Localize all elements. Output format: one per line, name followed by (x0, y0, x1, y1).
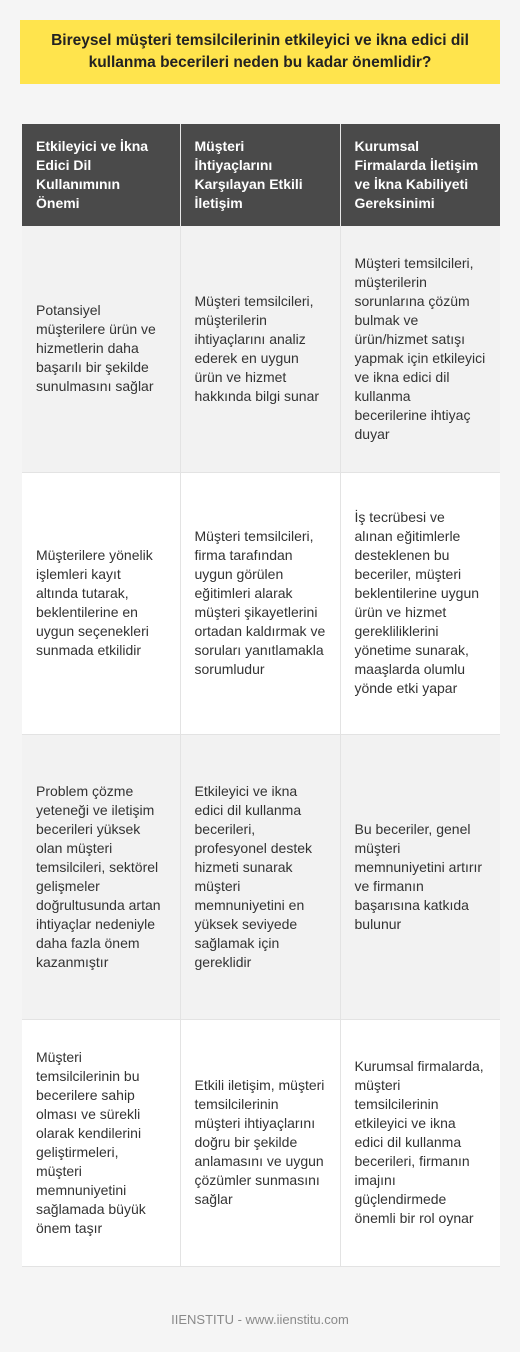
table-cell: Problem çözme yeteneği ve iletişim becerileri yüksek olan müşteri temsilcileri, sektörel gelişmeler doğrultusunda artan ihtiyaçlar nedeniyle daha fazla önem kazanmıştır (22, 734, 180, 1019)
table-row (22, 472, 500, 734)
footer-credit: IIENSTITU - www.iienstitu.com (171, 1312, 349, 1327)
page-title: Bireysel müşteri temsilcilerinin etkileyici ve ikna edici dil kullanma becerileri neden bu kadar önemlidir? (51, 32, 469, 71)
table-cell: Müşteri temsilcileri, müşterilerin sorunlarına çözüm bulmak ve ürün/hizmet satışı yapmak için etkileyici ve ikna edici dil kullanma becerilerine ihtiyaç duyar (340, 226, 500, 472)
table-row (22, 734, 500, 1019)
column-header-importance: Etkileyici ve İkna Edici Dil Kullanımının Önemi (22, 124, 180, 226)
table-cell: Müşteri temsilcileri, firma tarafından uygun görülen eğitimleri alarak müşteri şikayetlerini ortadan kaldırmak ve soruları yanıtlamakla sorumludur (180, 472, 340, 734)
table-cell: Müşteri temsilcileri, müşterilerin ihtiyaçlarını analiz ederek en uygun ürün ve hizmet hakkında bilgi sunar (180, 226, 340, 472)
column-header-communication: Müşteri İhtiyaçlarını Karşılayan Etkili İletişim (180, 124, 340, 226)
table-cell: Kurumsal firmalarda, müşteri temsilcilerinin etkileyici ve ikna edici dil kullanma becerileri, firmanın imajını güçlendirmede önemli bir rol oynar (340, 1019, 500, 1266)
table-cell: Bu beceriler, genel müşteri memnuniyetini artırır ve firmanın başarısına katkıda bulunur (340, 734, 500, 1019)
table-cell: İş tecrübesi ve alınan eğitimlerle desteklenen bu beceriler, müşteri beklentilerine uygun ürün ve hizmet gerekliliklerini yönetime sunarak, maaşlarda olumlu yönde etki yapar (340, 472, 500, 734)
table-header-row (22, 124, 500, 226)
title-banner (20, 20, 500, 84)
column-header-corporate: Kurumsal Firmalarda İletişim ve İkna Kabiliyeti Gereksinimi (340, 124, 500, 226)
comparison-table (22, 124, 500, 1267)
table-cell: Etkili iletişim, müşteri temsilcilerinin müşteri ihtiyaçlarını doğru bir şekilde anlamasını ve uygun çözümler sunmasını sağlar (180, 1019, 340, 1266)
table-cell: Etkileyici ve ikna edici dil kullanma becerileri, profesyonel destek hizmeti sunarak müşteri memnuniyetini en yüksek seviyede sağlamak için gereklidir (180, 734, 340, 1019)
table-cell: Müşterilere yönelik işlemleri kayıt altında tutarak, beklentilerine en uygun seçenekleri sunmada etkilidir (22, 472, 180, 734)
table-row (22, 1019, 500, 1266)
table-cell: Müşteri temsilcilerinin bu becerilere sahip olması ve sürekli olarak kendilerini geliştirmeleri, müşteri memnuniyetini sağlamada büyük önem taşır (22, 1019, 180, 1266)
table-row (22, 226, 500, 472)
table-cell: Potansiyel müşterilere ürün ve hizmetlerin daha başarılı bir şekilde sunulmasını sağlar (22, 226, 180, 472)
